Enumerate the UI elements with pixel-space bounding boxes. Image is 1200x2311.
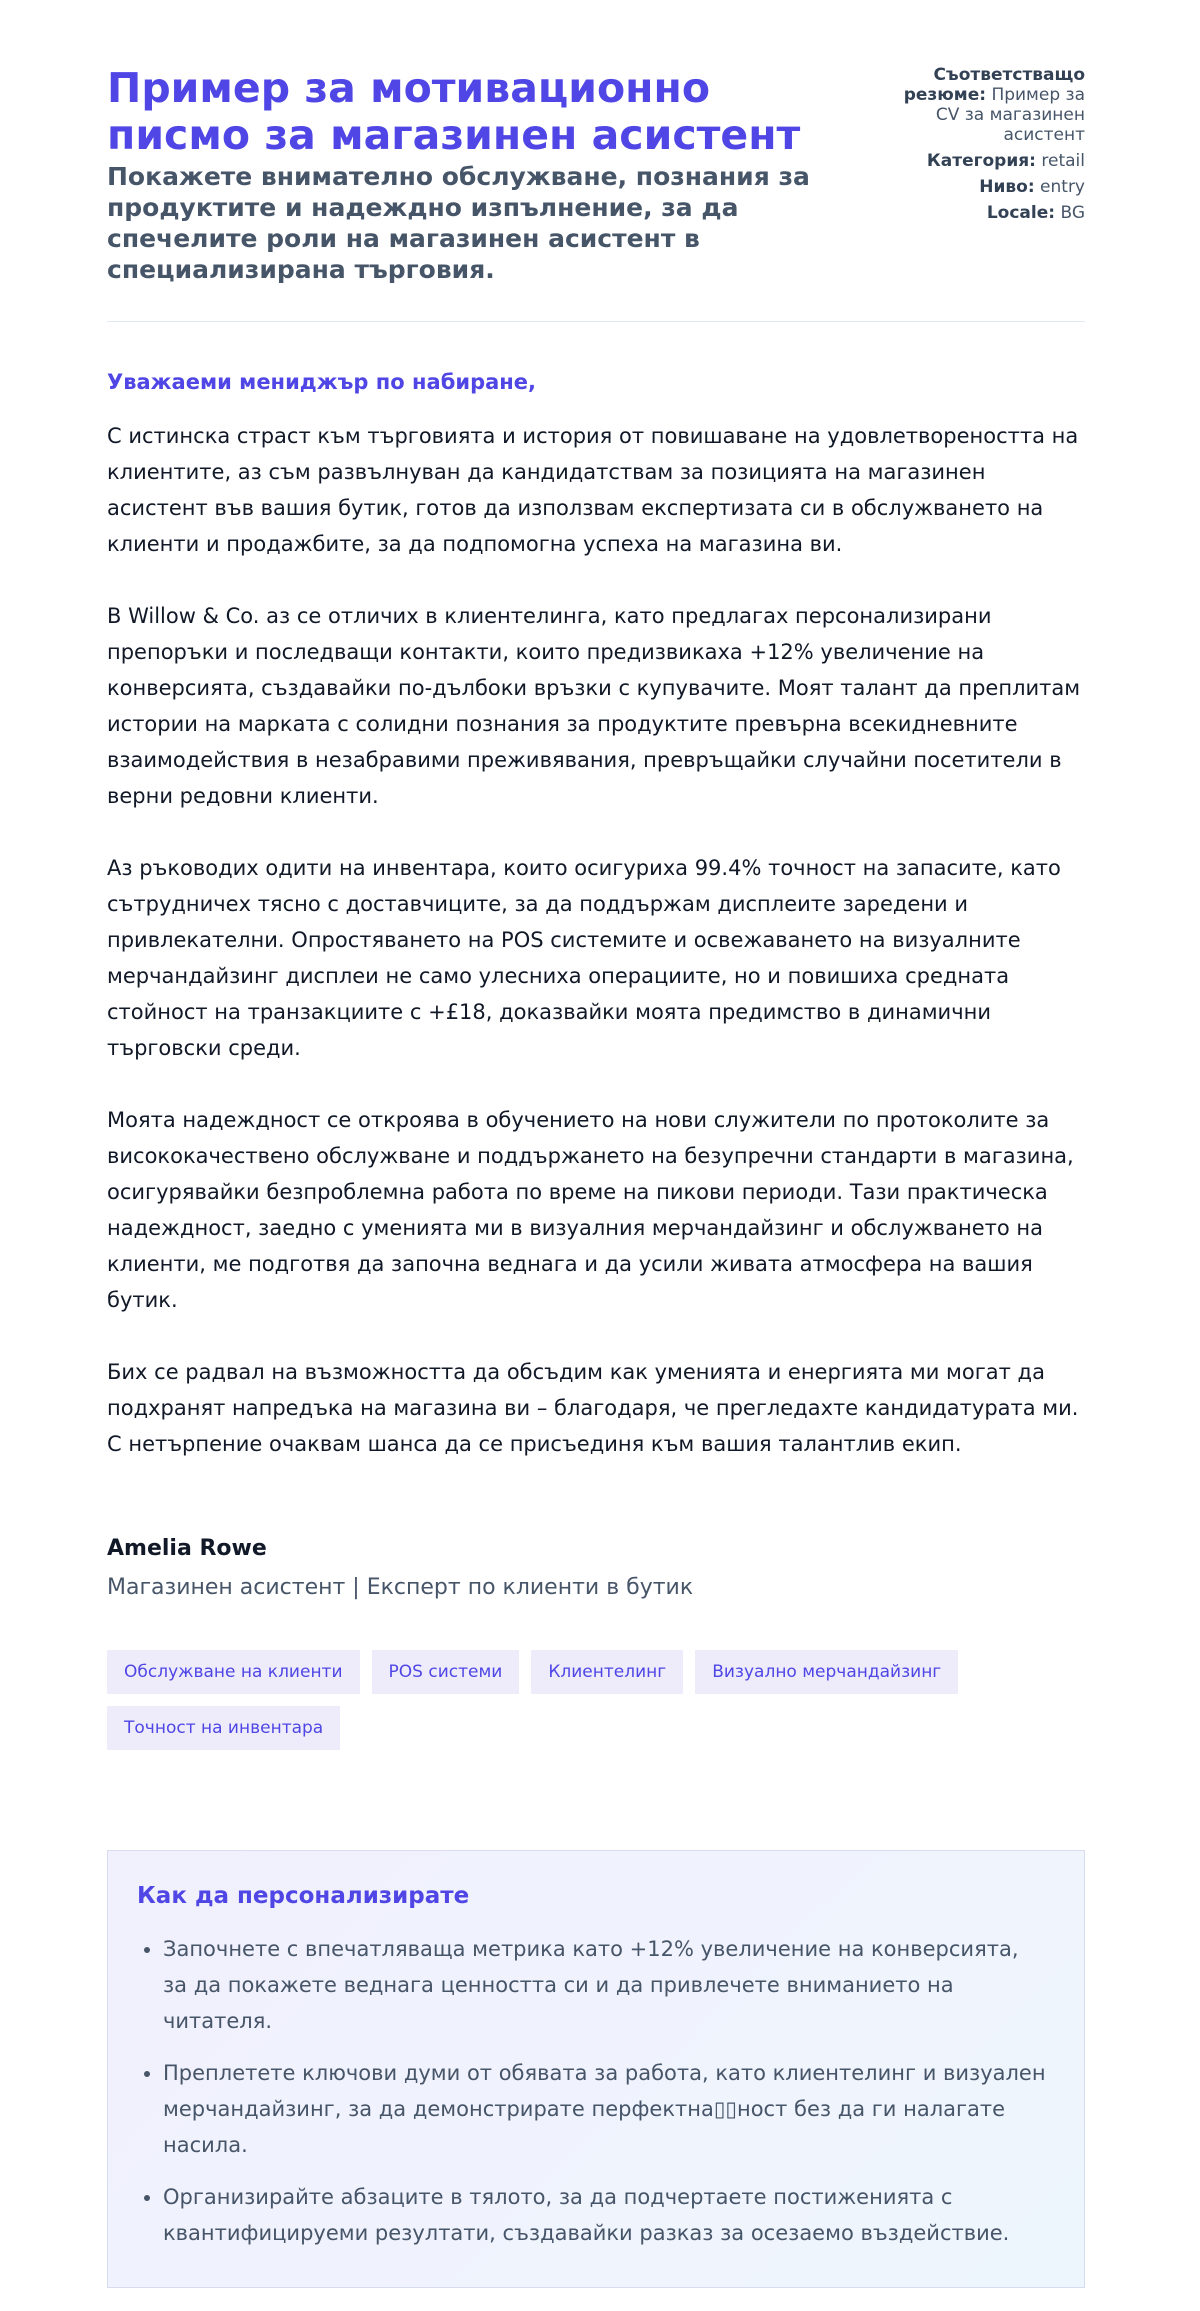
meta-value: entry	[1040, 177, 1085, 197]
skill-tag: POS системи	[372, 1650, 520, 1694]
signature-name: Amelia Rowe	[107, 1536, 267, 1561]
meta-matching-resume	[885, 65, 1085, 145]
meta-level	[885, 177, 1085, 197]
skill-tag: Точност на инвентара	[107, 1706, 340, 1750]
meta-label: Съответстващо резюме:	[903, 65, 1085, 105]
meta-locale	[885, 203, 1085, 223]
tip-item: • Преплетете ключови думи от обявата за работа, като клиентелинг и визуален мерчандайзинг, за да демонстрирате перфектна▯▯ност без да ги налагате насила.	[163, 2055, 1048, 2163]
paragraph: Аз ръководих одити на инвентара, които осигуриха 99.4% точност на запасите, като сътрудничех тясно с доставчиците, за да поддържам дисплеите заредени и привлекателни. Опростяването на POS системите и освежаването на визуалните мерчандайзинг дисплеи не само улесниха операциите, но и повишиха средната стойност на транзакциите с +£18, доказвайки моята предимство в динамични търговски среди.	[107, 856, 1061, 1060]
meta-value: BG	[1060, 203, 1085, 223]
page-subtitle: Покажете внимателно обслужване, познания за продуктите и надеждно изпълнение, за да спечелите роли на магазинен асистент в специализирана търговия.	[107, 162, 810, 284]
customization-tips	[107, 1850, 1085, 2288]
meta-label: Ниво:	[979, 177, 1035, 197]
meta-value: Пример за CV за магазинен асистент	[935, 85, 1085, 145]
tip-item: • Започнете с впечатляваща метрика като +12% увеличение на конверсията, за да покажете веднага ценността си и да привлечете вниманието на читателя.	[163, 1931, 1048, 2039]
greeting: Уважаеми мениджър по набиране,	[107, 370, 537, 394]
title-block	[107, 65, 867, 285]
tips-list	[137, 1931, 1048, 2251]
skill-tags	[107, 1650, 1087, 1750]
paragraph: В Willow & Co. аз се отличих в клиентелинга, като предлагах персонализирани препоръки и последващи контакти, които предизвикаха +12% увеличение на конверсията, създавайки по-дълбоки връзки с купувачите. Моят талант да преплитам истории на марката с солидни познания за продуктите превърна всекидневните взаимодействия в незабравими преживявания, превръщайки случайни посетители в верни редовни клиенти.	[107, 604, 1081, 808]
paragraph: С истинска страст към търговията и история от повишаване на удовлетвореността на клиентите, аз съм развълнуван да кандидатствам за позицията на магазинен асистент във вашия бутик, готов да използвам експертизата си в обслужването на клиенти и продажбите, за да подпомогна успеха на магазина ви.	[107, 424, 1079, 556]
meta-category	[885, 151, 1085, 171]
skill-tag: Клиентелинг	[531, 1650, 683, 1694]
meta-label: Locale:	[986, 203, 1056, 223]
header	[107, 65, 1085, 285]
tip-item: • Организирайте абзаците в тялото, за да подчертаете постиженията с квантифицируеми резултати, създавайки разказ за осезаемо въздействие.	[163, 2179, 1048, 2251]
paragraph: Бих се радвал на възможността да обсъдим как уменията и енергията ми могат да подхранят напредъка на магазина ви – благодаря, че прегледахте кандидатурата ми. С нетърпение очаквам шанса да се присъединя към вашия талантлив екип.	[107, 1360, 1079, 1456]
letter-body	[107, 418, 1085, 1462]
divider	[107, 321, 1085, 322]
skill-tag: Визуално мерчандайзинг	[695, 1650, 958, 1694]
skill-tag: Обслужване на клиенти	[107, 1650, 360, 1694]
signature-title: Магазинен асистент | Експерт по клиенти в бутик	[107, 1575, 694, 1600]
meta-value: retail	[1041, 151, 1085, 171]
meta-label: Категория:	[926, 151, 1036, 171]
paragraph: Моята надеждност се откроява в обучението на нови служители по протоколите за висококачествено обслужване и поддържането на безупречни стандарти в магазина, осигурявайки безпроблемна работа по време на пикови периоди. Тази практическа надеждност, заедно с уменията ми в визуалния мерчандайзинг и обслужването на клиенти, ме подготвя да започна веднага и да усили живата атмосфера на вашия бутик.	[107, 1108, 1074, 1312]
page-title: Пример за мотивационно писмо за магазинен асистент	[107, 64, 801, 159]
tips-title: Как да персонализирате	[137, 1883, 470, 1909]
meta-info	[885, 65, 1085, 229]
